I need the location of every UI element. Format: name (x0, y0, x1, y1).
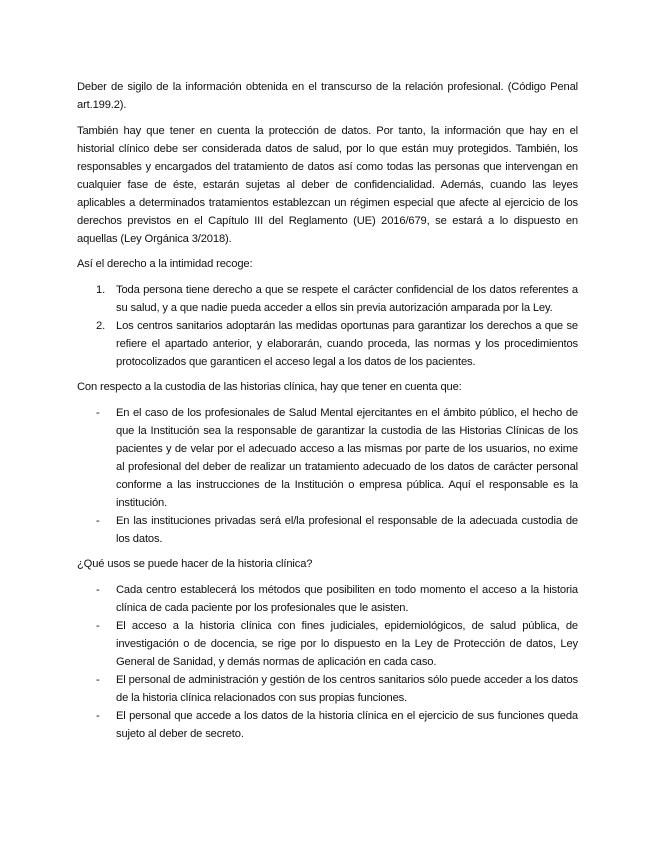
list-item-text: En el caso de los profesionales de Salud Mental ejercitantes en el ámbito público, el hecho de que la Institución sea la responsable de garantizar la custodia de las Historias Clínicas de los pacientes y de velar por el adecuado acceso a las mismas por parte de los usuarios, no exime al profesional del deber de realizar un tratamiento adecuado de los datos de carácter personal conforme a las instrucciones de la Institución o empresa pública. Aquí el responsable es la institución. (116, 406, 578, 509)
list-item (77, 581, 578, 617)
numbered-list-intimidad (77, 281, 578, 371)
list-item-text: El personal de administración y gestión de los centros sanitarios sólo puede acceder a los datos de la historia clínica relacionados con sus propias funciones. (116, 673, 578, 704)
list-item (77, 617, 578, 671)
list-marker: 2. (96, 319, 106, 332)
list-item (77, 512, 578, 548)
list-marker: 1. (96, 283, 106, 296)
list-marker: - (96, 709, 100, 722)
list-item-text: El acceso a la historia clínica con fines judiciales, epidemiológicos, de salud pública, de investigación o de docencia, se rige por lo dispuesto en la Ley de Protección de datos, Ley General de Sanidad, y demás normas de aplicación en cada caso. (116, 619, 578, 668)
list-marker: - (96, 406, 100, 419)
paragraph-derecho-intimidad: Así el derecho a la intimidad recoge: (77, 258, 253, 270)
paragraph-custodia: Con respecto a la custodia de las historias clínica, hay que tener en cuenta que: (77, 381, 462, 393)
list-marker: - (96, 583, 100, 596)
dash-list-usos (77, 581, 578, 743)
dash-list-custodia (77, 404, 578, 548)
paragraph-sigilo: Deber de sigilo de la información obtenida en el transcurso de la relación profesional. (Código Penal art.199.2). (77, 81, 578, 111)
list-item (77, 404, 578, 512)
paragraph-usos-historia: ¿Qué usos se puede hacer de la historia clínica? (77, 558, 313, 570)
paragraph-proteccion-datos: También hay que tener en cuenta la protección de datos. Por tanto, la información que hay en el historial clínico debe ser considerada datos de salud, por lo que están muy protegidos. También, los responsables y encargados del tratamiento de datos así como todas las personas que intervengan en cualquier fase de éste, estarán sujetas al deber de confidencialidad. Además, cuando las leyes aplicables a determinados tratamientos establezcan un régimen especial que afecte al ejercicio de los derechos previstos en el Capítulo III del Reglamento (UE) 2016/679, se estará a lo dispuesto en aquellas (Ley Orgánica 3/2018). (77, 124, 578, 245)
list-item-text: Toda persona tiene derecho a que se respete el carácter confidencial de los datos referentes a su salud, y a que nadie pueda acceder a ellos sin previa autorización amparada por la Ley. (116, 283, 578, 314)
list-item (77, 281, 578, 317)
list-item-text: El personal que accede a los datos de la historia clínica en el ejercicio de sus funciones queda sujeto al deber de secreto. (116, 709, 578, 740)
list-item (77, 707, 578, 743)
list-marker: - (96, 514, 100, 527)
list-item-text: Los centros sanitarios adoptarán las medidas oportunas para garantizar los derechos a que se refiere el apartado anterior, y elaborarán, cuando proceda, las normas y los procedimientos protocolizados que garanticen el acceso legal a los datos de los pacientes. (116, 319, 578, 368)
list-marker: - (96, 619, 100, 632)
list-item-text: En las instituciones privadas será el/la profesional el responsable de la adecuada custodia de los datos. (116, 514, 578, 545)
list-item (77, 671, 578, 707)
list-item (77, 317, 578, 371)
list-marker: - (96, 673, 100, 686)
list-item-text: Cada centro establecerá los métodos que posibiliten en todo momento el acceso a la historia clínica de cada paciente por los profesionales que le asisten. (116, 583, 578, 614)
